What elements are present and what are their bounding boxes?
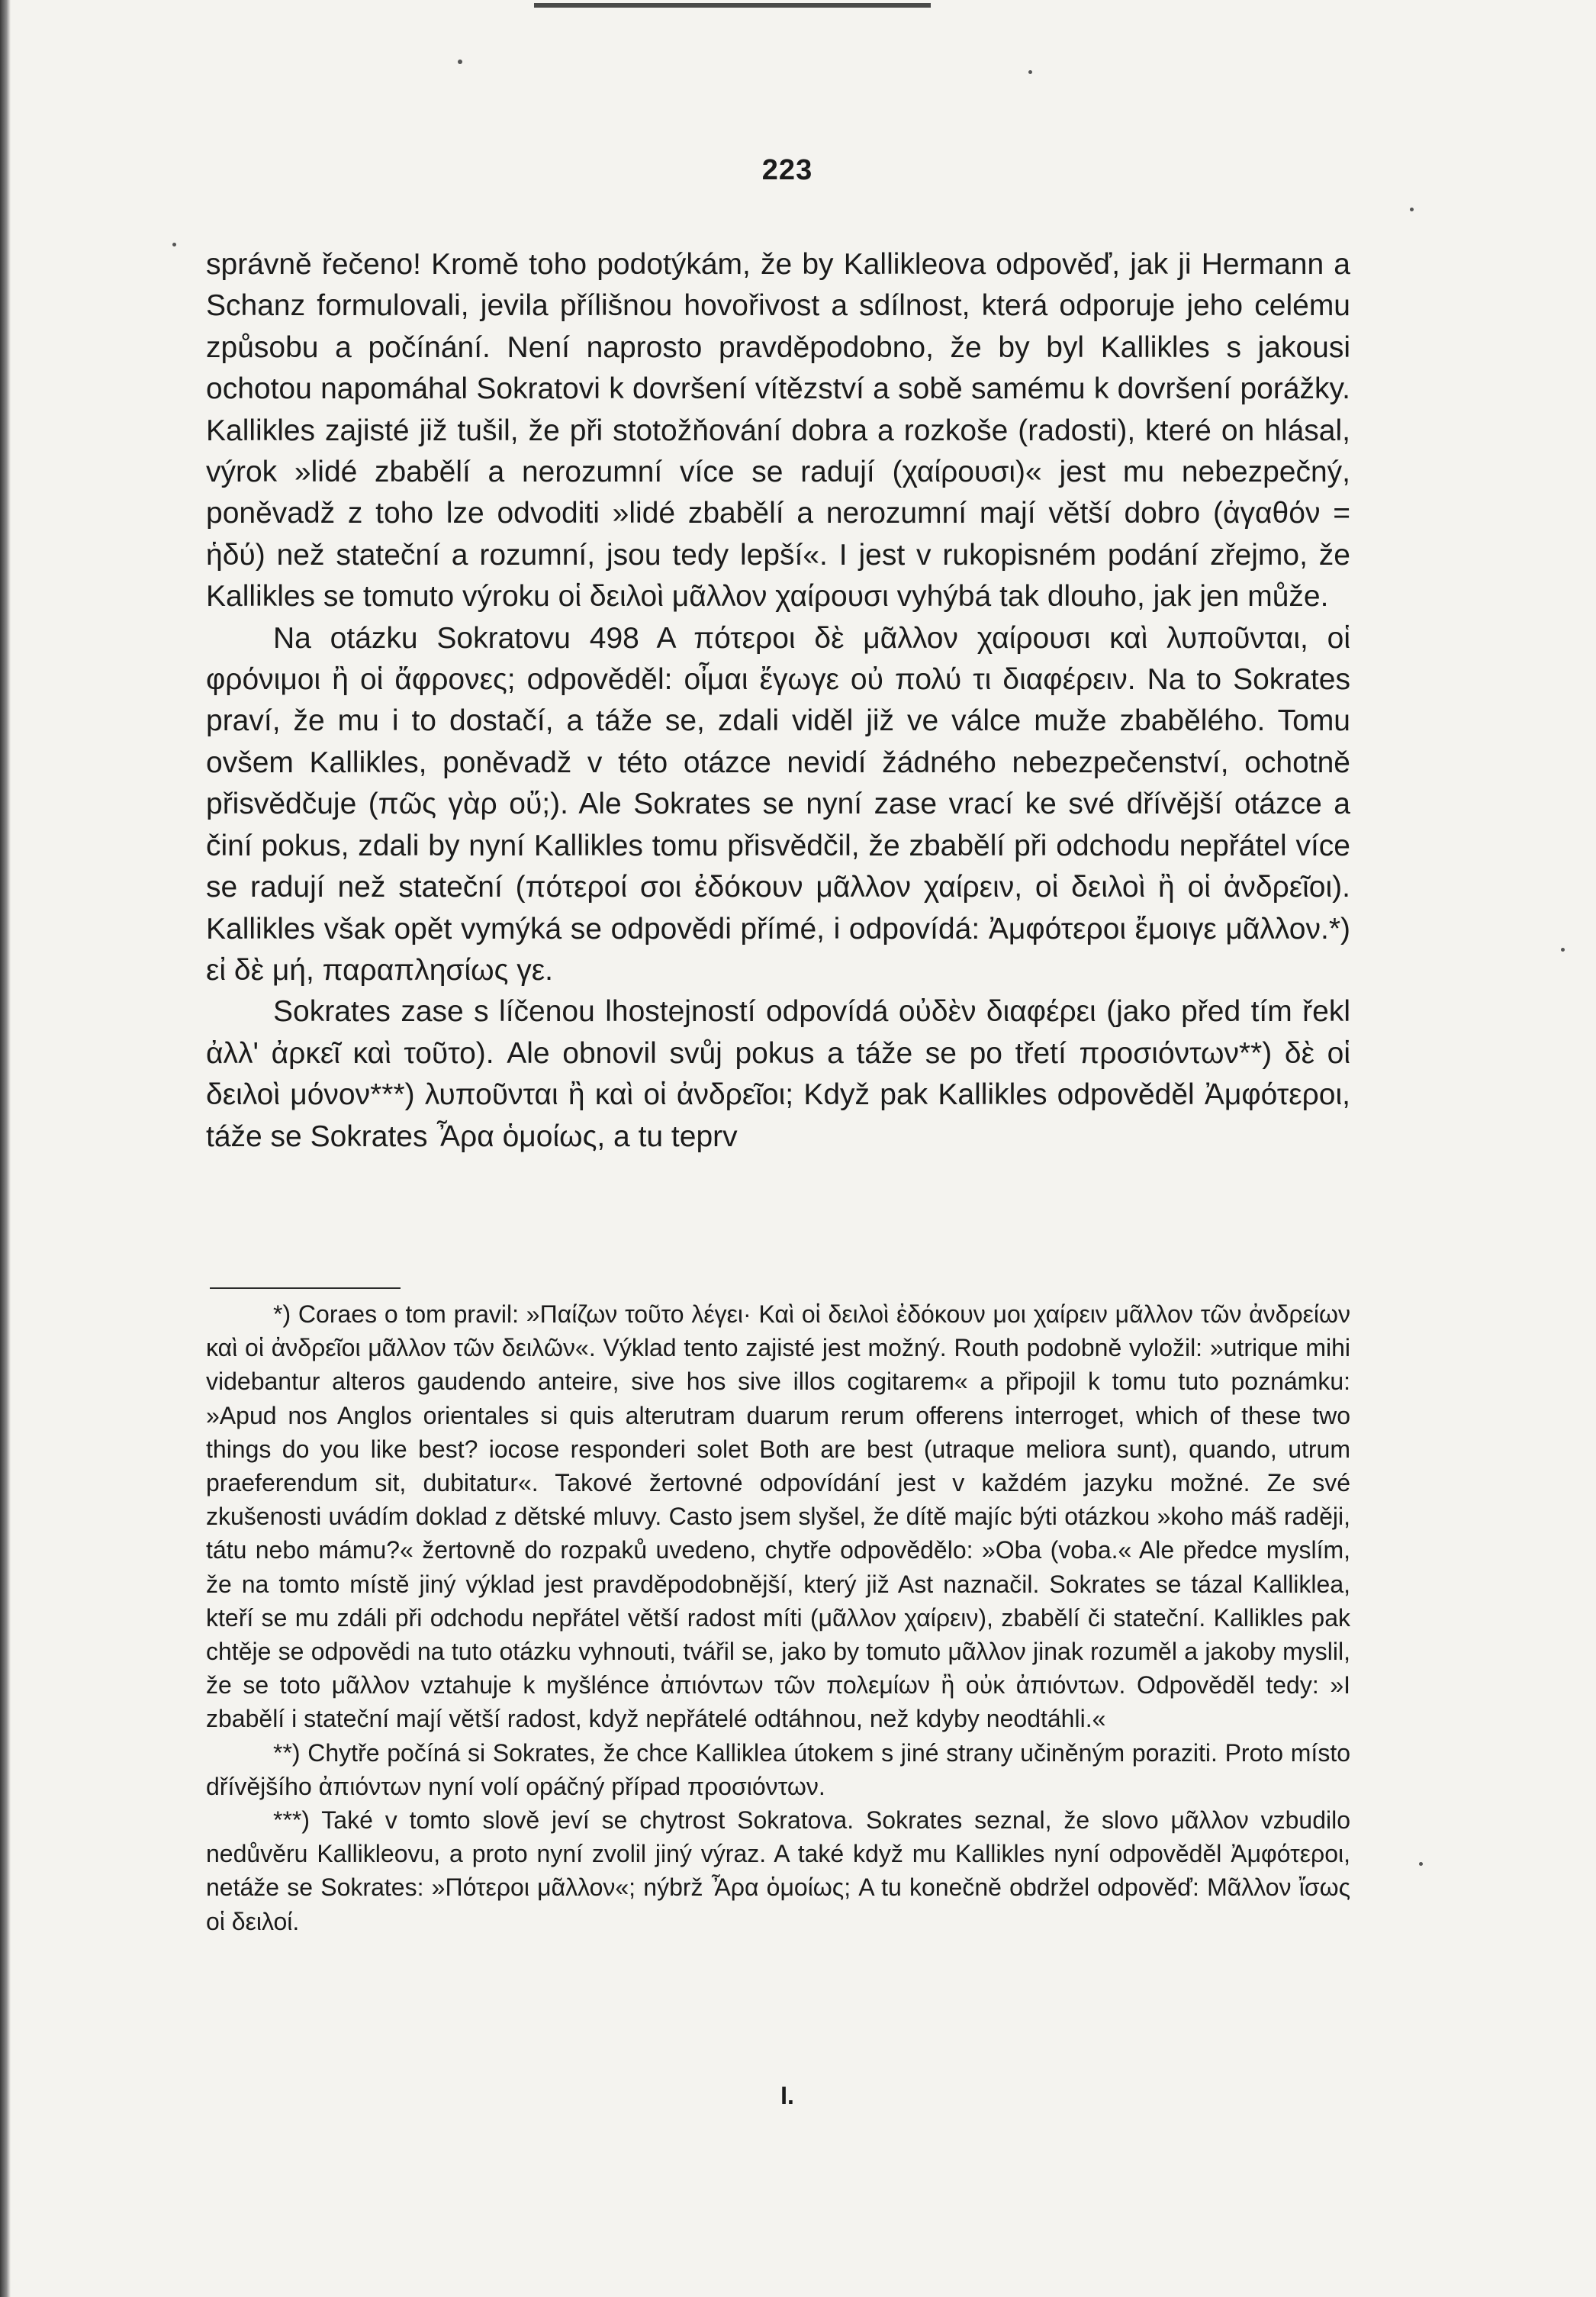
page-number: 223 bbox=[761, 154, 813, 186]
scan-speck bbox=[458, 60, 462, 64]
footnotes bbox=[206, 1297, 1350, 1938]
scan-top-rule bbox=[534, 3, 931, 8]
scan-speck bbox=[1028, 70, 1032, 74]
scan-speck bbox=[1410, 208, 1414, 211]
paragraph-1: správně řečeno! Kromě toho podotýkám, že by Kallikleova odpověď, jak ji Hermann a Schanz formulovali, jevila přílišnou hovořivost a sdílnost, která odporuje jeho celému způsobu a počínání. Není naprosto pravděpodobno, že by byl Kallikles s jakousi ochotou napomáhal Sokratovi k dovršení vítězství a sobě samému k dovršení porážky. Kallikles zajisté již tušil, že při stotožňování dobra a rozkoše (radosti), které on hlásal, výrok »lidé zbabělí a nerozumní více se radují (χαίρουσι)« jest mu nebezpečný, poněvadž z toho lze odvoditi »lidé zbabělí a nerozumní mají větší dobro (ἀγαθόν = ἡδύ) než stateční a rozumní, jsou tedy lepší«. I jest v rukopisném podání zřejmo, že Kallikles se tomuto výroku οἱ δειλοὶ μᾶλλον χαίρουσι vyhýbá tak dlouho, jak jen může. bbox=[206, 248, 1350, 614]
scan-speck bbox=[1419, 1862, 1423, 1866]
printer-signature: I. bbox=[780, 2082, 794, 2109]
paragraph-2: Na otázku Sokratovu 498 A πότεροι δὲ μᾶλλον χαίρουσι καὶ λυποῦνται, οἱ φρόνιμοι ἢ οἱ ἄφρονες; odpověděl: οἶμαι ἔγωγε οὐ πολύ τι διαφέρειν. Na to Sokrates praví, že mu i to dostačí, a táže se, zdali viděl již ve válce muže zbabělého. Tomu ovšem Kallikles, poněvadž v této otázce nevidí žádného nebezpečenství, ochotně přisvědčuje (πῶς γὰρ οὔ;). Ale Sokrates se nyní zase vrací ke své dřívější otázce a činí pokus, zdali by nyní Kallikles tomu přisvědčil, že zbabělí při odchodu nepřátel více se radují než stateční (πότεροί σοι ἐδόκουν μᾶλλον χαίρειν, οἱ δειλοὶ ἢ οἱ ἀνδρεῖοι). Kallikles však opět vymýká se odpovědi přímé, i odpovídá: Ἀμφότεροι ἔμοιγε μᾶλλον.*) εἰ δὲ μή, παραπλησίως γε. bbox=[206, 621, 1350, 987]
footnote-1: *) Coraes o tom pravil: »Παίζων τοῦτο λέγει· Καὶ οἱ δειλοὶ ἐδόκουν μοι χαίρειν μᾶλλον τῶν ἀνδρείων καὶ οἱ ἀνδρεῖοι μᾶλλον τῶν δειλῶν«. Výklad tento zajisté jest možný. Routh podobně vyložil: »utrique mihi videbantur alteros gaudendo anteire, sive hos sive illos cogitarem« a připojil k tomu tuto poznámku: »Apud nos Anglos orientales si quis alterutram duarum rerum offerens interroget, which of these two things do you like best? iocose responderi solet Both are best (utraque meliora sunt), quando, utrum praeferendum sit, dubitatur«. Takové žertovné odpovídání jest v každém jazyku možné. Ze své zkušenosti uvádím doklad z dětské mluvy. Casto jsem slyšel, že dítě majíc býti otázkou »koho máš raději, tátu nebo mámu?« žertovně do rozpaků uvedeno, chytře odpovědělo: »Oba (voba.« Ale předce myslím, že na tomto místě jiný výklad jest pravděpodobnější, který již Ast naznačil. Sokrates se tázal Kalliklea, kteří se mu zdáli při odchodu nepřátel větší radost míti (μᾶλλον χαίρειν), zbabělí či stateční. Kallikles pak chtěje se odpovědi na tuto otázku vyhnouti, tvářil se, jako by tomuto μᾶλλον jinak rozuměl a jakoby myslil, že se toto μᾶλλον vztahuje k myšlénce ἀπιόντων τῶν πολεμίων ἢ οὐκ ἀπιόντων. Odpověděl tedy: »I zbabělí i stateční mají větší radost, když nepřátelé odtáhnou, než kdyby neodtáhli.« bbox=[206, 1300, 1350, 1733]
scan-speck bbox=[172, 243, 176, 246]
paragraph-3: Sokrates zase s líčenou lhostejností odpovídá οὐδὲν διαφέρει (jako před tím řekl ἀλλ' ἀρκεῖ καὶ τοῦτο). Ale obnovil svůj pokus a táže se po třetí προσιόντων**) δὲ οἱ δειλοὶ μόνον***) λυποῦνται ἢ καὶ οἱ ἀνδρεῖοι; Když pak Kallikles odpověděl Ἀμφότεροι, táže se Sokrates Ἆρα ὁμοίως, a tu teprv bbox=[206, 995, 1350, 1153]
scan-speck bbox=[1561, 948, 1565, 952]
scan-left-edge bbox=[0, 0, 11, 2297]
footnote-divider bbox=[210, 1287, 401, 1289]
footnote-2: **) Chytře počíná si Sokrates, že chce Kalliklea útokem s jiné strany učiněným poraziti. Proto místo dřívějšího ἀπιόντων nyní volí opáčný případ προσιόντων. bbox=[206, 1738, 1350, 1800]
footnote-3: ***) Také v tomto slově jeví se chytrost Sokratova. Sokrates seznal, že slovo μᾶλλον vzbudilo nedůvěru Kallikleovu, a proto nyní zvolil jiný výraz. A také když mu Kallikles nyní odpověděl Ἀμφότεροι, netáže se Sokrates: »Πότεροι μᾶλλον«; nýbrž Ἆρα ὁμοίως; A tu konečně obdržel odpověď: Μᾶλλον ἴσως οἱ δειλοί. bbox=[206, 1806, 1350, 1935]
main-text bbox=[206, 244, 1350, 1158]
